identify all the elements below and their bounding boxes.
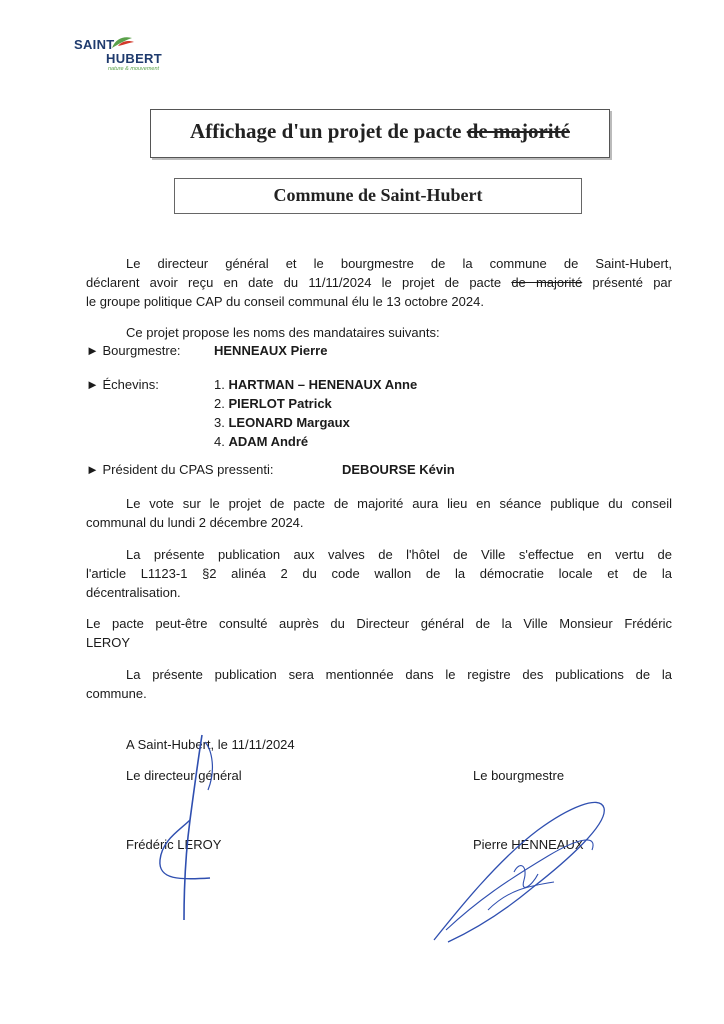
mandataires-intro: Ce projet propose les noms des mandataires suivants: <box>126 325 440 340</box>
consult-paragraph: Le pacte peut-être consulté auprès du Directeur général de la Ville Monsieur Frédéric LEROY <box>86 616 672 650</box>
page-subtitle: Commune de Saint-Hubert <box>273 185 483 205</box>
struck-text: de majorité <box>511 275 583 290</box>
logo-tagline: nature & mouvement <box>108 66 160 72</box>
logo-text-line1: SAINT <box>74 37 115 52</box>
echevins-list <box>214 375 417 451</box>
director-signature <box>150 730 230 930</box>
vote-paragraph: Le vote sur le projet de pacte de majorité aura lieu en séance publique du conseil communal du lundi 2 décembre 2024. <box>86 496 672 530</box>
place-date: A Saint-Hubert, le 11/11/2024 <box>126 737 295 752</box>
struck-text: de majorité <box>466 119 570 143</box>
intro-line: Le directeur général et le bourgmestre de la commune de Saint-Hubert, <box>126 256 672 271</box>
publication-paragraph: La présente publication aux valves de l'hôtel de Ville s'effectue en vertu de l'article L1123-1 §2 alinéa 2 du code wallon de la démocratie locale et de la décentralisation. <box>86 547 672 600</box>
page-title: Affichage d'un projet de pacte de majorité <box>190 119 570 143</box>
logo-leaf-icon <box>110 34 136 52</box>
echevins-row <box>86 375 159 394</box>
cpas-row <box>86 460 274 479</box>
saint-hubert-logo <box>74 34 184 74</box>
intro-paragraph <box>86 254 672 311</box>
right-signatory-name: Pierre HENNEAUX <box>473 837 584 852</box>
list-item: 2. PIERLOT Patrick <box>214 396 332 411</box>
mayor-signature <box>428 790 613 950</box>
bourgmestre-name: HENNEAUX Pierre <box>214 343 328 358</box>
echevins-label: Échevins: <box>102 377 159 392</box>
intro-line: le groupe politique CAP du conseil communal élu le 13 octobre 2024. <box>86 294 484 309</box>
logo-text-line2: HUBERT <box>106 51 162 66</box>
right-signatory-title: Le bourgmestre <box>473 768 565 783</box>
bourgmestre-row <box>86 341 181 360</box>
title-box <box>150 109 610 158</box>
subtitle-box <box>174 178 582 214</box>
bullet-arrow-icon: ► <box>86 343 99 358</box>
left-signatory-title: Le directeur général <box>126 768 242 783</box>
bourgmestre-label: Bourgmestre: <box>102 343 181 358</box>
cpas-name: DEBOURSE Kévin <box>342 462 455 477</box>
registre-paragraph: La présente publication sera mentionnée dans le registre des publications de la commune. <box>86 667 672 701</box>
intro-line: déclarent avoir reçu en date du 11/11/2024 le projet de pacte de majorité présenté par <box>86 275 672 290</box>
list-item: 1. HARTMAN – HENENAUX Anne <box>214 377 418 392</box>
list-item: 3. LEONARD Margaux <box>214 415 350 430</box>
left-signatory-name: Frédéric LEROY <box>126 837 222 852</box>
cpas-label: Président du CPAS pressenti: <box>102 462 274 477</box>
bullet-arrow-icon: ► <box>86 377 99 392</box>
bullet-arrow-icon: ► <box>86 462 99 477</box>
list-item: 4. ADAM André <box>214 434 309 449</box>
